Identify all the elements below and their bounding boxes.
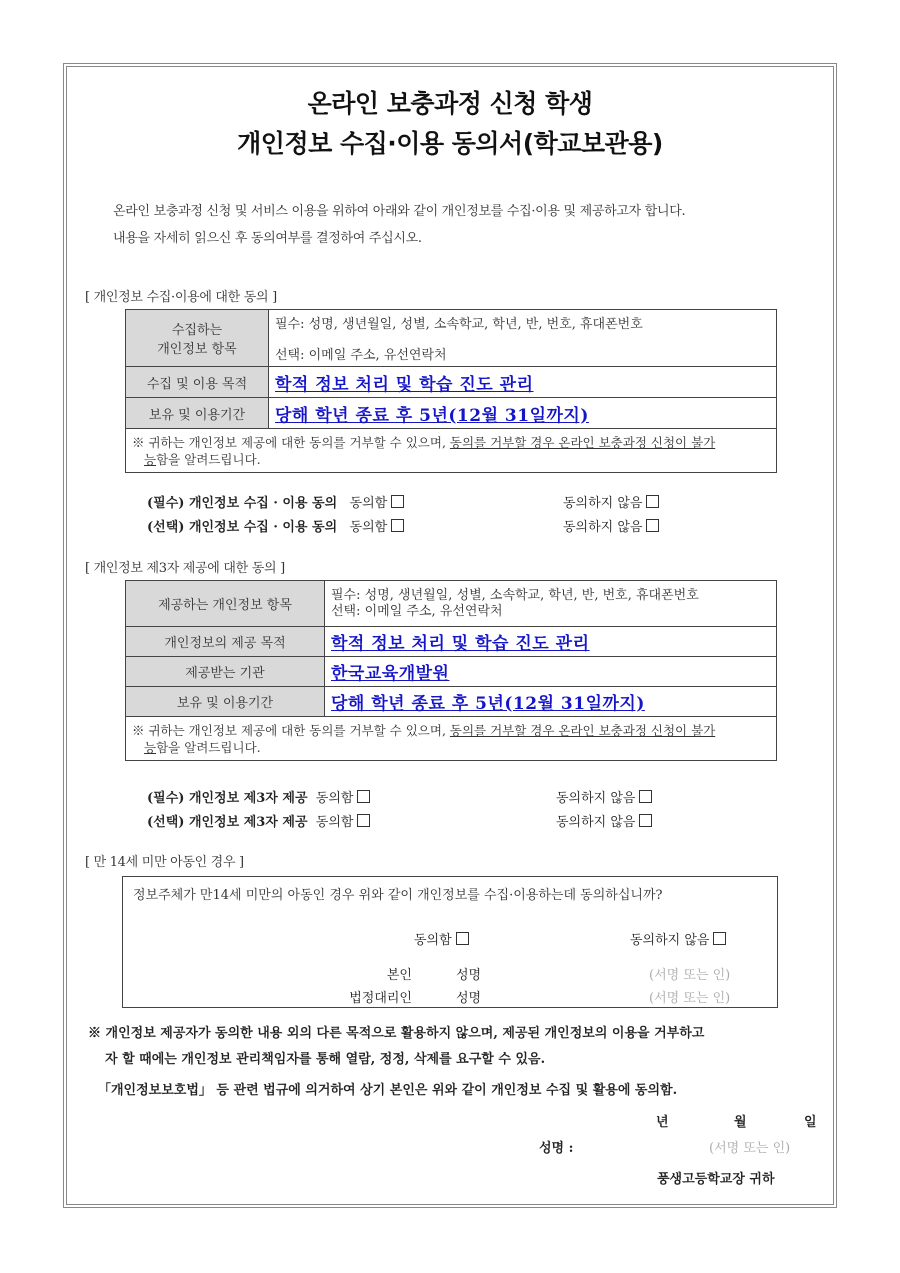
consent-label: (필수) 개인정보 제3자 제공 <box>147 791 308 806</box>
section1-label: [ 개인정보 수집·이용에 대한 동의 ] <box>85 290 277 305</box>
disagree-checkbox[interactable] <box>646 495 659 508</box>
page-title-line2: 개인정보 수집·이용 동의서(학교보관용) <box>237 129 663 158</box>
header-line1: 수집하는 <box>171 323 223 338</box>
note-text-2: 함을 알려드립니다. <box>156 451 261 467</box>
consent-required-collection <box>147 492 404 511</box>
table-row <box>126 398 777 429</box>
disagree-checkbox[interactable] <box>713 932 726 945</box>
date-year-label[interactable]: 년 <box>656 1115 669 1130</box>
child-consent-question: 정보주체가 만14세 미만의 아동인 경우 위와 같이 개인정보를 수집·이용하는데 동의하십니까? <box>133 888 663 903</box>
note-underlined-2: 능 <box>144 739 157 755</box>
disagree-label: 동의하지 않음 <box>556 791 636 806</box>
section2-label: [ 개인정보 제3자 제공에 대한 동의 ] <box>85 561 285 576</box>
header-line2: 개인정보 항목 <box>157 342 237 357</box>
collected-items-header <box>126 310 269 367</box>
provision-purpose-header: 개인정보의 제공 목적 <box>126 627 325 657</box>
table-row <box>126 367 777 398</box>
note-text-2: 함을 알려드립니다. <box>156 739 261 755</box>
consent-required-collection-disagree <box>563 492 659 511</box>
agree-label: 동의함 <box>349 496 388 511</box>
table-row <box>126 581 777 627</box>
table-row <box>126 687 777 717</box>
purpose-header: 수집 및 이용 목적 <box>126 367 269 398</box>
optional-items: 선택: 이메일 주소, 유선연락처 <box>331 603 503 619</box>
note-underlined: 동의를 거부할 경우 온라인 보충과정 신청이 불가 <box>449 722 716 738</box>
agree-label: 동의함 <box>414 933 452 948</box>
addressee: 풍생고등학교장 귀하 <box>657 1172 775 1187</box>
consent-label: (선택) 개인정보 제3자 제공 <box>147 815 308 830</box>
agree-checkbox[interactable] <box>357 790 370 803</box>
agree-checkbox[interactable] <box>456 932 469 945</box>
consent-optional-third-party-disagree <box>556 811 652 830</box>
table-row <box>126 627 777 657</box>
consent-optional-third-party <box>147 811 370 830</box>
disagree-label: 동의하지 않음 <box>563 520 643 535</box>
notice-line2: 자 할 때에는 개인정보 관리책임자를 통해 열람, 정정, 삭제를 요구할 수 있음. <box>105 1052 546 1067</box>
disagree-checkbox[interactable] <box>639 814 652 827</box>
consent-optional-collection <box>147 516 404 535</box>
note-text: ※ 귀하는 개인정보 제공에 대한 동의를 거부할 수 있으며, <box>132 722 450 738</box>
law-statement: 「개인정보보호법」 등 관련 법규에 의거하여 상기 본인은 위와 같이 개인정보 수집 및 활용에 동의함. <box>98 1083 678 1098</box>
refusal-note <box>126 429 777 473</box>
provided-items-header: 제공하는 개인정보 항목 <box>126 581 325 627</box>
agree-label: 동의함 <box>315 815 354 830</box>
disagree-label: 동의하지 않음 <box>556 815 636 830</box>
recipient-value: 한국교육개발원 <box>325 657 777 687</box>
retention-value: 당해 학년 종료 후 5년(12월 31일까지) <box>269 398 777 429</box>
signer-name-label[interactable]: 성명 <box>456 991 482 1006</box>
table-row <box>126 310 777 367</box>
consent-optional-collection-disagree <box>563 516 659 535</box>
third-party-table <box>125 580 777 761</box>
required-items: 필수: 성명, 생년월일, 성별, 소속학교, 학년, 반, 번호, 휴대폰번호 <box>331 587 699 603</box>
table-row <box>126 657 777 687</box>
note-text: ※ 귀하는 개인정보 제공에 대한 동의를 거부할 수 있으며, <box>132 434 450 450</box>
retention-header: 보유 및 이용기간 <box>126 687 325 717</box>
sign-hint: (서명 또는 인) <box>649 991 731 1006</box>
intro-line1: 온라인 보충과정 신청 및 서비스 이용을 위하여 아래와 같이 개인정보를 수집·이용 및 제공하고자 합니다. <box>113 204 686 219</box>
consent-label: (필수) 개인정보 수집 · 이용 동의 <box>147 496 338 511</box>
table-row <box>126 717 777 761</box>
sign-hint: (서명 또는 인) <box>649 968 731 983</box>
section3-label: [ 만 14세 미만 아동인 경우 ] <box>85 855 244 870</box>
provided-items-value <box>325 581 777 627</box>
agree-checkbox[interactable] <box>391 519 404 532</box>
disagree-label: 동의하지 않음 <box>563 496 643 511</box>
agree-checkbox[interactable] <box>391 495 404 508</box>
table-row <box>126 429 777 473</box>
provision-purpose-value: 학적 정보 처리 및 학습 진도 관리 <box>325 627 777 657</box>
recipient-header: 제공받는 기관 <box>126 657 325 687</box>
signature-hint: (서명 또는 인) <box>709 1141 791 1156</box>
agree-label: 동의함 <box>349 520 388 535</box>
page-title-line1: 온라인 보충과정 신청 학생 <box>307 89 593 118</box>
retention-value: 당해 학년 종료 후 5년(12월 31일까지) <box>325 687 777 717</box>
note-underlined-2: 능 <box>144 451 157 467</box>
signer-role: 본인 <box>386 968 412 983</box>
intro-line2: 내용을 자세히 읽으신 후 동의여부를 결정하여 주십시오. <box>113 231 422 246</box>
notice-line1: ※ 개인정보 제공자가 동의한 내용 외의 다른 목적으로 활용하지 않으며, 제공된 개인정보의 이용을 거부하고 <box>88 1026 705 1041</box>
agree-label: 동의함 <box>315 791 354 806</box>
consent-required-third-party <box>147 787 370 806</box>
collected-items-value <box>269 310 777 367</box>
child-disagree <box>630 929 726 948</box>
consent-label: (선택) 개인정보 수집 · 이용 동의 <box>147 520 338 535</box>
child-agree <box>414 929 469 948</box>
purpose-value: 학적 정보 처리 및 학습 진도 관리 <box>269 367 777 398</box>
disagree-label: 동의하지 않음 <box>630 933 710 948</box>
disagree-checkbox[interactable] <box>639 790 652 803</box>
date-month-label[interactable]: 월 <box>734 1115 747 1130</box>
retention-header: 보유 및 이용기간 <box>126 398 269 429</box>
refusal-note <box>126 717 777 761</box>
disagree-checkbox[interactable] <box>646 519 659 532</box>
signer-role: 법정대리인 <box>349 991 412 1006</box>
date-day-label[interactable]: 일 <box>804 1115 817 1130</box>
collection-table <box>125 309 777 473</box>
signer-name-label[interactable]: 성명 <box>456 968 482 983</box>
note-underlined: 동의를 거부할 경우 온라인 보충과정 신청이 불가 <box>449 434 716 450</box>
required-items: 필수: 성명, 생년월일, 성별, 소속학교, 학년, 반, 번호, 휴대폰번호 <box>275 317 643 332</box>
consent-required-third-party-disagree <box>556 787 652 806</box>
optional-items: 선택: 이메일 주소, 유선연락처 <box>275 348 447 363</box>
agree-checkbox[interactable] <box>357 814 370 827</box>
signature-label[interactable]: 성명 : <box>539 1141 574 1156</box>
